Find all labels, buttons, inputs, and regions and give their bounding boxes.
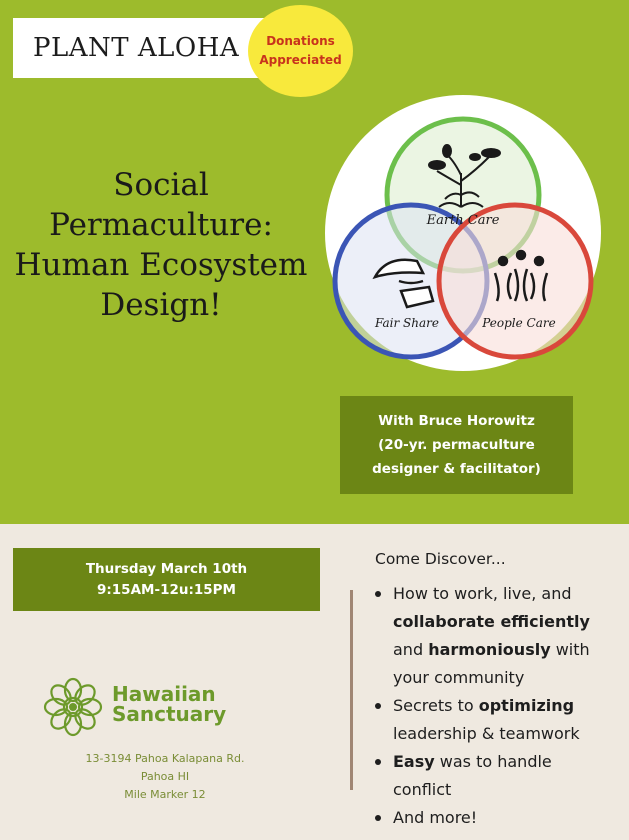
address-line2: Pahoa HI [140,770,190,783]
presenter-line2: (20-yr. permaculture [378,437,535,453]
hawaiian-sanctuary-wordmark [112,684,226,724]
title-line1: Social [113,167,209,203]
list-item: Easy was to handle conflict [375,748,615,804]
event-date: Thursday March 10th [85,560,248,577]
people-care-label: People Care [482,316,556,330]
permaculture-ethics-logo [325,95,601,371]
event-datetime-box [13,548,320,611]
list-item: How to work, live, and collaborate efficiently and harmoniously with your community [375,580,615,692]
earth-care-label: Earth Care [426,213,500,228]
title-line3: Human Ecosystem [14,247,308,283]
ethics-venn-diagram [325,95,601,371]
fair-share-label: Fair Share [375,316,439,330]
address-line1: 13-3194 Pahoa Kalapana Rd. [85,752,245,765]
brand-banner [13,18,271,78]
event-time: 9:15AM-12u:15PM [97,581,236,598]
venue-name-line1: Hawaiian [112,682,216,706]
presenter-box [340,396,573,494]
discover-heading: Come Discover... [375,550,506,568]
presenter-line1: With Bruce Horowitz [378,413,535,429]
donations-badge [248,5,353,97]
list-item: And more! [375,804,615,832]
list-item: Secrets to optimizing leadership & teamwork [375,692,615,748]
title-line2: Permaculture: [49,207,273,243]
brand-name: PLANT ALOHA [33,33,240,63]
address-line3: Mile Marker 12 [124,788,206,801]
venue-address [40,750,290,804]
donations-badge-line2: Appreciated [259,53,342,67]
presenter-line3: designer & facilitator) [372,461,541,477]
event-title [0,165,322,325]
discover-list [375,580,615,832]
hawaiian-sanctuary-logo [42,676,242,738]
venue-name-line2: Sanctuary [112,702,227,726]
flower-mandala-icon [42,676,104,738]
vertical-divider [350,590,353,790]
title-line4: Design! [100,287,222,323]
donations-badge-line1: Donations [266,34,335,48]
